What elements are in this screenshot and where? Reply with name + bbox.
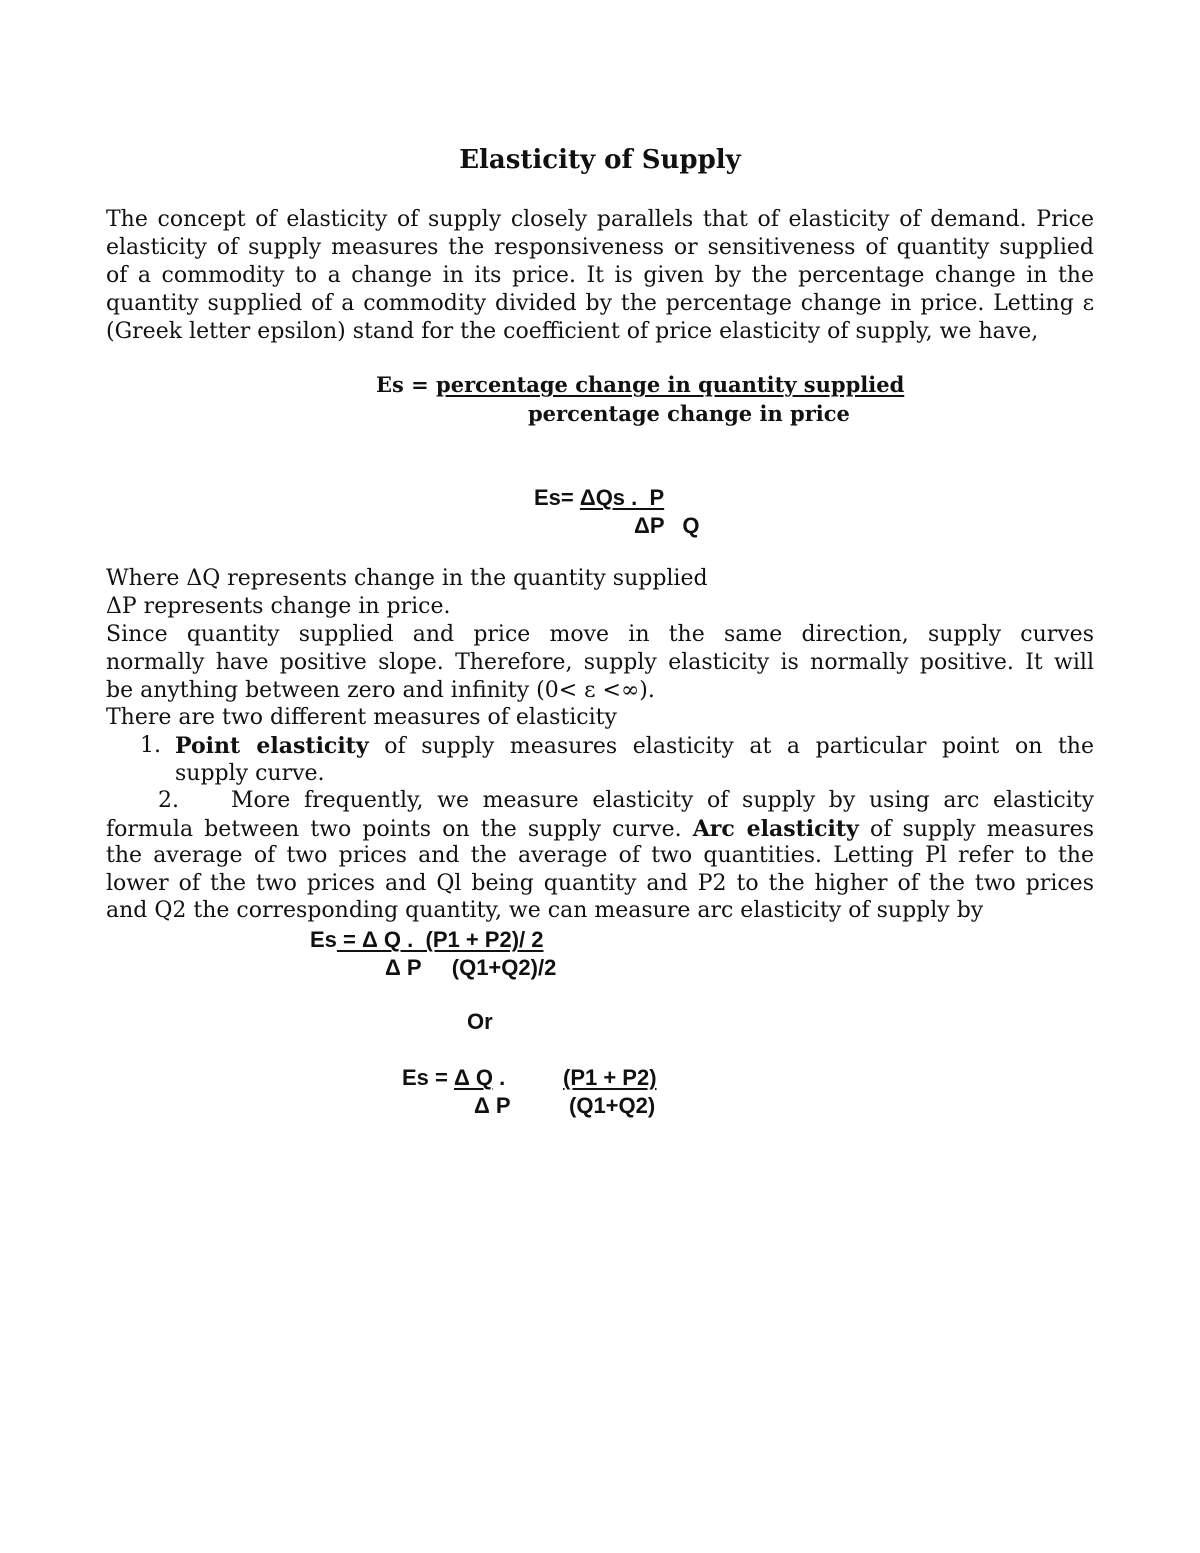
formula-arc-midpoint [310, 926, 544, 954]
formula-percentage-denominator: percentage change in price [528, 401, 850, 426]
formula-arc-midpoint-eq: = [336, 927, 362, 952]
list-item-2-line-4: lower of the two prices and Ql being quantity and P2 to the higher of the two prices [106, 871, 1094, 896]
list-item-2-line-2-post: of supply measures [858, 817, 1094, 842]
intro-line-1: The concept of elasticity of supply closely parallels that of elasticity of demand. Price [106, 207, 1094, 232]
body-line-2: ΔP represents change in price. [106, 594, 451, 619]
point-elasticity-term: Point elasticity [175, 733, 369, 759]
formula-arc-dot: . [493, 1065, 506, 1090]
list-item-2-text: More frequently, we measure elasticity of supply by using arc elasticity [231, 788, 1094, 813]
formula-percentage [376, 371, 904, 399]
formula-arc-num-right: (P1 + P2) [563, 1065, 657, 1090]
page-title: Elasticity of Supply [459, 145, 741, 175]
formula-percentage-numerator: percentage change in quantity supplied [436, 372, 905, 397]
body-line-5: be anything between zero and infinity (0< ε <∞). [106, 678, 655, 703]
formula-arc-midpoint-lhs: Es [310, 927, 337, 952]
list-item-1-line-2: supply curve. [175, 761, 325, 786]
or-label: Or [467, 1009, 493, 1034]
formula-arc-den-right: (Q1+Q2) [569, 1093, 656, 1118]
formula-arc-midpoint-denominator: Δ P (Q1+Q2)/2 [385, 955, 557, 980]
formula-arc-midpoint-numerator: Δ Q . (P1 + P2)/ 2 [362, 927, 544, 952]
body-line-3: Since quantity supplied and price move in the same direction, supply curves [106, 622, 1094, 647]
list-item-1-number: 1. [140, 733, 161, 758]
list-item-2-number: 2. [158, 788, 179, 813]
list-item-2-line-2 [106, 815, 1094, 844]
formula-point-denominator: ΔP Q [634, 513, 700, 538]
list-item-2-line-2-pre: formula between two points on the supply curve. [106, 817, 693, 842]
list-item-1-text: of supply measures elasticity at a particular point on the [368, 734, 1094, 759]
formula-arc-den-left: Δ P [474, 1093, 511, 1118]
formula-arc [402, 1064, 505, 1092]
intro-line-4: quantity supplied of a commodity divided by the percentage change in price. Letting ε [106, 291, 1094, 316]
intro-line-2: elasticity of supply measures the responsiveness or sensitiveness of quantity supplied [106, 235, 1094, 260]
body-line-1: Where ΔQ represents change in the quantity supplied [106, 566, 708, 591]
formula-point-numerator: ΔQs . P [579, 485, 665, 510]
list-item-2-line-3: the average of two prices and the average of two quantities. Letting Pl refer to the [106, 843, 1094, 868]
formula-arc-lhs: Es = [402, 1065, 454, 1090]
body-line-4: normally have positive slope. Therefore, supply elasticity is normally positive. It will [106, 650, 1094, 675]
formula-arc-num-left: Δ Q [453, 1065, 494, 1090]
formula-point [534, 484, 664, 512]
list-item-1 [175, 732, 1094, 761]
arc-elasticity-term: Arc elasticity [692, 816, 859, 842]
intro-line-5: (Greek letter epsilon) stand for the coefficient of price elasticity of supply, we have, [106, 319, 1039, 344]
body-line-6: There are two different measures of elasticity [106, 705, 617, 730]
formula-percentage-lhs: Es = [376, 372, 437, 397]
list-item-2-line-5: and Q2 the corresponding quantity, we can measure arc elasticity of supply by [106, 898, 984, 923]
intro-line-3: of a commodity to a change in its price. It is given by the percentage change in the [106, 263, 1094, 288]
formula-point-lhs: Es= [534, 485, 580, 510]
